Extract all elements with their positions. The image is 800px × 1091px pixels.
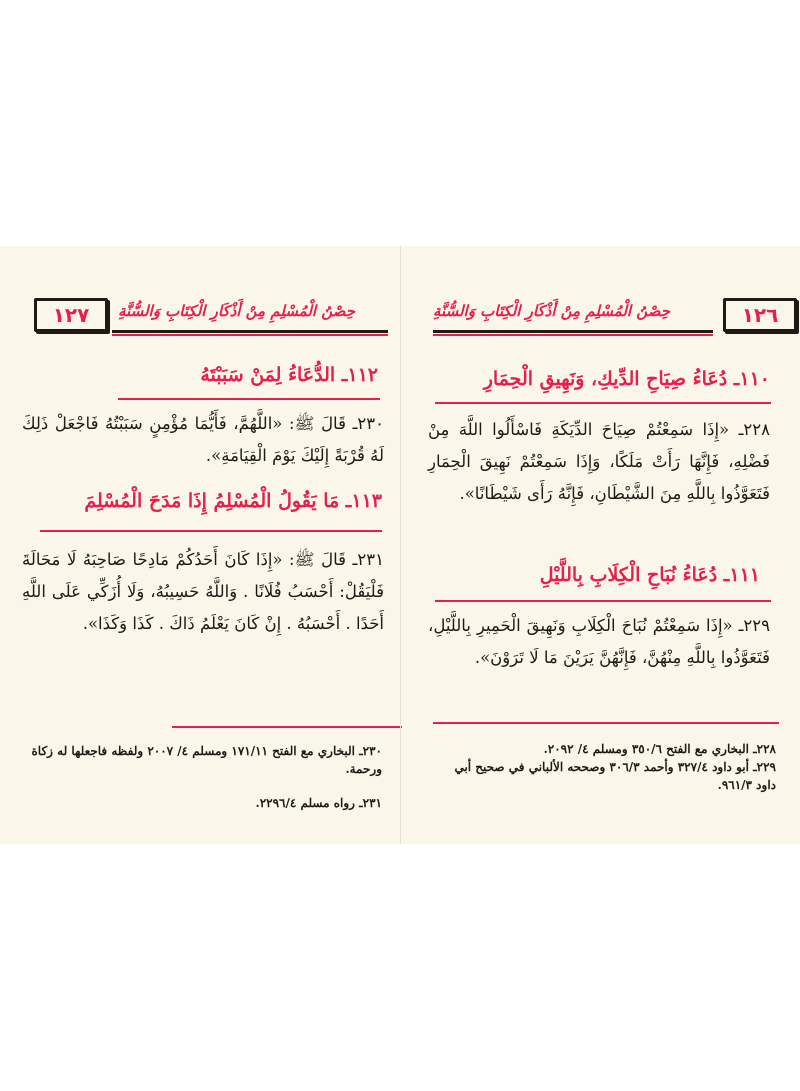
header-rule: [433, 330, 713, 333]
hadith-230: ٢٣٠ـ قَالَ ﷺ: «اللَّهُمَّ، فَأَيُّمَا مُؤْمِنٍ سَبَبْتُهُ فَاجْعَلْ ذَلِكَ لَهُ قُرْبَةً إِلَيْكَ يَوْمَ الْقِيَامَةِ».: [22, 414, 384, 465]
footnote-231: ٢٣١ـ رواه مسلم ٢٢٩٦/٤.: [255, 796, 382, 810]
page-number-box: ١٢٧: [34, 298, 108, 332]
heading-underline: [118, 398, 380, 400]
section-heading-112: ١١٢ـ الدُّعَاءُ لِمَنْ سَبَبْتَهُ: [200, 364, 378, 386]
running-title: حِصْنُ الْمُسْلِمِ مِنْ أَذْكَارِ الْكِتَابِ وَالسُّنَّةِ: [118, 302, 355, 320]
footnote-230: ٢٣٠ـ البخاري مع الفتح ١٧١/١١ ومسلم ٤/ ٢٠٠٧ ولفظه فاجعلها له زكاة ورحمة.: [31, 744, 382, 776]
heading-underline: [435, 600, 771, 602]
heading-underline: [40, 530, 382, 532]
section-heading-110: ١١٠ـ دُعَاءُ صِيَاحِ الدِّيكِ، وَنَهِيقِ الْحِمَارِ: [483, 368, 770, 390]
book-spread-scan: [0, 246, 800, 844]
heading-underline: [435, 402, 771, 404]
header-rule-red: [112, 334, 388, 336]
section-heading-113: ١١٣ـ مَا يَقُولُ الْمُسْلِمُ إِذَا مَدَحَ الْمُسْلِمَ: [84, 490, 382, 512]
footnote-229: ٢٢٩ـ أبو داود ٣٢٧/٤ وأحمد ٣٠٦/٣ وصححه الألباني في صحيح أبي داود ٩٦١/٣.: [454, 760, 776, 792]
right-page-header: [401, 294, 800, 334]
right-page: [400, 246, 800, 844]
running-title: حِصْنُ الْمُسْلِمِ مِنْ أَذْكَارِ الْكِتَابِ وَالسُّنَّةِ: [433, 302, 670, 320]
left-page-header: [0, 294, 400, 334]
left-page: [0, 246, 400, 844]
footnote-rule: [172, 726, 402, 728]
header-rule-red: [433, 334, 713, 336]
hadith-228: ٢٢٨ـ «إِذَا سَمِعْتُمْ صِيَاحَ الدِّيَكَةِ فَاسْأَلُوا اللَّهَ مِنْ فَضْلِهِ، فَإِنَّهَا رَأَتْ مَلَكًا، وَإِذَا سَمِعْتُمْ نَهِيقَ الْحِمَارِ فَتَعَوَّذُوا بِاللَّهِ مِنَ الشَّيْطَانِ، فَإِنَّهُ رَأَى شَيْطَانًا».: [428, 420, 770, 503]
page-number-box: ١٢٦: [723, 298, 797, 332]
header-rule: [112, 330, 388, 333]
hadith-229: ٢٢٩ـ «إِذَا سَمِعْتُمْ نُبَاحَ الْكِلَابِ وَنَهِيقَ الْحَمِيرِ بِاللَّيْلِ، فَتَعَوَّذُوا بِاللَّهِ مِنْهُنَّ، فَإِنَّهُنَّ يَرَيْنَ مَا لَا تَرَوْنَ».: [428, 616, 770, 667]
hadith-231: ٢٣١ـ قَالَ ﷺ: «إِذَا كَانَ أَحَدُكُمْ مَادِحًا صَاحِبَهُ لَا مَحَالَةَ فَلْيَقُلْ: أَحْسَبُ فُلَانًا . وَاللَّهُ حَسِيبُهُ، وَلَا أُزَكِّي عَلَى اللَّهِ أَحَدًا . أَحْسَبُهُ . إِنْ كَانَ يَعْلَمُ ذَاكَ . كَذَا وَكَذَا».: [22, 550, 384, 633]
section-heading-111: ١١١ـ دُعَاءُ نُبَاحِ الْكِلَابِ بِاللَّيْلِ: [539, 564, 760, 586]
footnote-rule: [433, 722, 779, 724]
footnote-228: ٢٢٨ـ البخاري مع الفتح ٣٥٠/٦ ومسلم ٤/ ٢٠٩٢.: [543, 742, 776, 756]
